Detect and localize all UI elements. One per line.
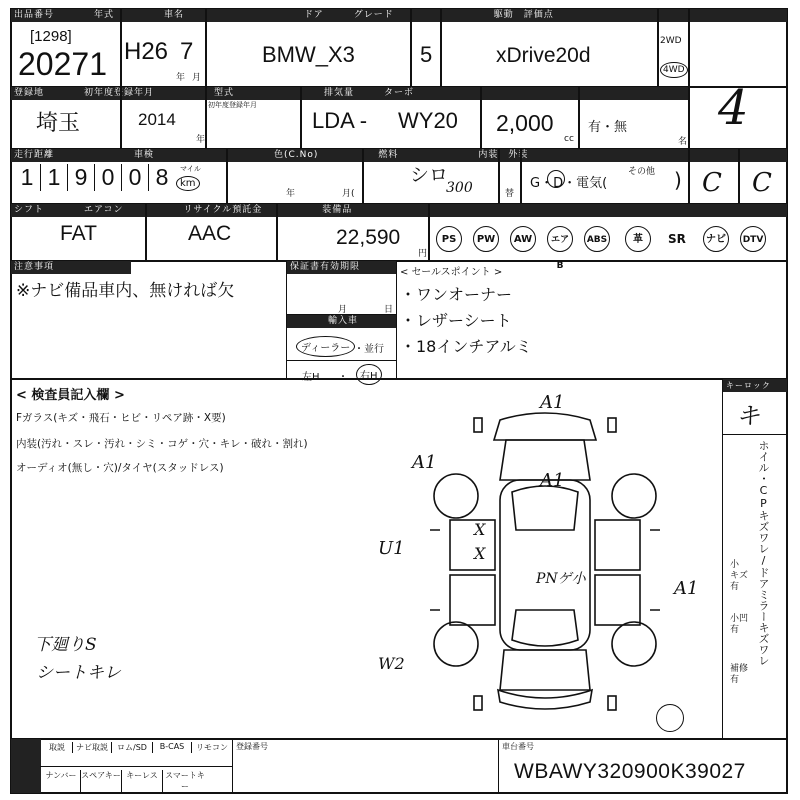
- model-prefix: LDA -: [312, 108, 368, 133]
- mileage-unit: km: [176, 176, 200, 191]
- footer-row2: [42, 770, 207, 792]
- year-month: 7: [180, 38, 194, 65]
- lot-small: [1298]: [30, 28, 72, 45]
- header-strip-row1: 出品番号 年式 車名 ドア グレード 駆動 評価点: [11, 9, 787, 22]
- steering-dot: ・: [338, 372, 348, 383]
- car-damage-diagram: [420, 400, 670, 720]
- warranty-day: 日: [384, 305, 394, 315]
- footer-item-manual: 取説: [42, 742, 73, 753]
- warranty-month: 月: [338, 305, 348, 315]
- year-label: 年: [176, 73, 186, 83]
- footer-item-rom-sd: ロム/SD: [112, 742, 153, 753]
- legend-circle: [656, 704, 684, 732]
- dealer-option: ディーラー: [296, 336, 355, 357]
- mileage-digit: 1: [14, 164, 41, 191]
- transmission: FAT: [60, 222, 97, 245]
- diagram-mark: A1: [412, 452, 437, 473]
- notes-text: ※ナビ備品車内、無ければ欠: [16, 281, 235, 301]
- other-label: その他: [628, 167, 656, 177]
- diagram-mark: U1: [378, 538, 405, 559]
- fuel-options: G・D・電気(: [530, 176, 608, 191]
- diagram-mark: PNゲ小: [536, 571, 586, 587]
- steering-right: 右H: [356, 364, 382, 385]
- score-hand: 4: [718, 80, 749, 136]
- color-code: 300: [446, 180, 473, 196]
- steering-left: 左H: [302, 372, 320, 383]
- legend-small-scratch: 小キズ有: [730, 560, 748, 592]
- chassis-label: 車台番号: [502, 742, 534, 751]
- turbo-yes-no: 有・無: [588, 120, 628, 135]
- header-strip-row3: 走行距離 車検 色(C.No) 燃料 内装 外装: [11, 149, 787, 162]
- legend-small-dent: 小凹有: [730, 614, 749, 635]
- equip-dtv: DTV: [740, 226, 766, 252]
- mileage-digit: 0: [122, 164, 149, 191]
- footer-row1: [42, 742, 232, 753]
- diagram-mark: A1: [540, 392, 565, 413]
- first-reg-note: 初年度登録年月: [208, 101, 257, 109]
- import-label: 輸入車: [287, 315, 396, 328]
- footer-item-smart-key: スマートキー: [165, 771, 205, 791]
- key-lock-label: キーロック: [723, 379, 787, 392]
- lot-number: 20271: [18, 46, 107, 82]
- mileage-digit: 0: [95, 164, 122, 191]
- first-reg-year: 2014: [138, 110, 176, 129]
- exterior-grade: C: [752, 168, 772, 198]
- notes-header: 注意事項: [11, 261, 131, 274]
- sales-point: ・18インチアルミ: [400, 337, 532, 356]
- month-label: 月: [192, 73, 202, 83]
- footer-item-plate: ナンバー: [42, 770, 81, 792]
- fuel-close: ): [674, 168, 682, 192]
- yen-label: 円: [418, 249, 428, 259]
- change-label: 替: [505, 189, 515, 199]
- inspector-line-glass: Fガラス(キズ・飛石・ヒビ・リペア跡・X要): [16, 412, 226, 424]
- interior-grade: C: [702, 168, 722, 198]
- equip-abs: ABS: [584, 226, 610, 252]
- sales-points-label: < セールスポイント >: [400, 267, 503, 278]
- footer-item-remote: リモコン: [196, 743, 228, 752]
- parallel-option: ・並行: [354, 344, 384, 355]
- grade: xDrive20d: [496, 44, 591, 67]
- car-name: BMW_X3: [262, 42, 355, 67]
- footer-item-spare-key: スペアキー: [81, 770, 122, 792]
- mileage-digit: 1: [41, 164, 68, 191]
- name-label: 名: [678, 137, 688, 147]
- model-code: WY20: [398, 108, 458, 133]
- aircon: AAC: [188, 222, 232, 245]
- footer-item-keyless: キーレス: [122, 770, 163, 792]
- equip-leather: 革: [625, 226, 651, 252]
- legend-repair: 補修有: [730, 664, 749, 685]
- year-era: H26: [124, 38, 169, 65]
- mileage-digit: 8: [155, 164, 169, 190]
- header-strip-row4: シフト エアコン リサイクル預託金 装備品: [11, 204, 787, 217]
- hand-note-seat: シートキレ: [36, 663, 121, 683]
- diagram-mark: A1: [674, 578, 699, 599]
- shaken-month-label: 月(: [342, 189, 355, 199]
- sales-point: ・ワンオーナー: [400, 285, 513, 304]
- equip-pw: PW: [473, 226, 499, 252]
- shaken-year-label: 年: [286, 189, 296, 199]
- drive-2wd: 2WD: [660, 36, 682, 46]
- hand-note-underbody: 下廻りS: [34, 635, 97, 655]
- diagram-mark: X: [474, 520, 486, 539]
- diagram-mark: A1: [540, 470, 565, 491]
- mileage-digit: 9: [68, 164, 95, 191]
- equip-aw: AW: [510, 226, 536, 252]
- row2-year-label: 年: [196, 135, 206, 145]
- equip-ps: PS: [436, 226, 462, 252]
- reg-number-label: 登録番号: [236, 742, 268, 751]
- fuel-diesel-circle: [547, 170, 565, 188]
- mileage-digits: [14, 164, 175, 191]
- chassis-number: WBAWY320900K39027: [514, 760, 746, 783]
- key-hand: キ: [736, 402, 760, 430]
- doors: 5: [420, 42, 433, 67]
- equip-sunroof: SR: [668, 232, 686, 246]
- footer-item-bcas: B-CAS: [153, 742, 192, 753]
- cc-label: cc: [564, 134, 574, 144]
- drive-4wd: 4WD: [660, 62, 688, 78]
- diagram-mark: X: [474, 544, 486, 563]
- footer-item-navi-manual: ナビ取説: [73, 742, 112, 753]
- inspector-line-audio: オーディオ(無し・穴)/タイヤ(スタッドレス): [16, 462, 224, 474]
- equip-airbag: エアB: [547, 226, 573, 252]
- color: シロ: [410, 165, 449, 186]
- warranty-label: 保証書有効期限: [287, 261, 396, 274]
- region: 埼玉: [36, 110, 81, 135]
- inspector-line-interior: 内装(汚れ・スレ・汚れ・シミ・コゲ・穴・キレ・破れ・割れ): [16, 438, 308, 450]
- diagram-mark: W2: [378, 654, 405, 673]
- displacement: 2,000: [496, 110, 554, 136]
- inspector-title: < 検査員記入欄 >: [16, 388, 125, 403]
- legend-vertical-text: ホイル・CPキズワレ/ドアミラーキズワレ: [757, 440, 770, 666]
- mileage-unit-small: マイル: [180, 165, 201, 173]
- sales-point: ・レザーシート: [400, 311, 512, 330]
- equip-navi: ナビ: [703, 226, 729, 252]
- footer-side-label: [11, 739, 41, 793]
- header-strip-row2: 登録地 初年度登録年月 型式 排気量 ターボ: [11, 87, 688, 100]
- recycle-fee: 22,590: [336, 226, 401, 249]
